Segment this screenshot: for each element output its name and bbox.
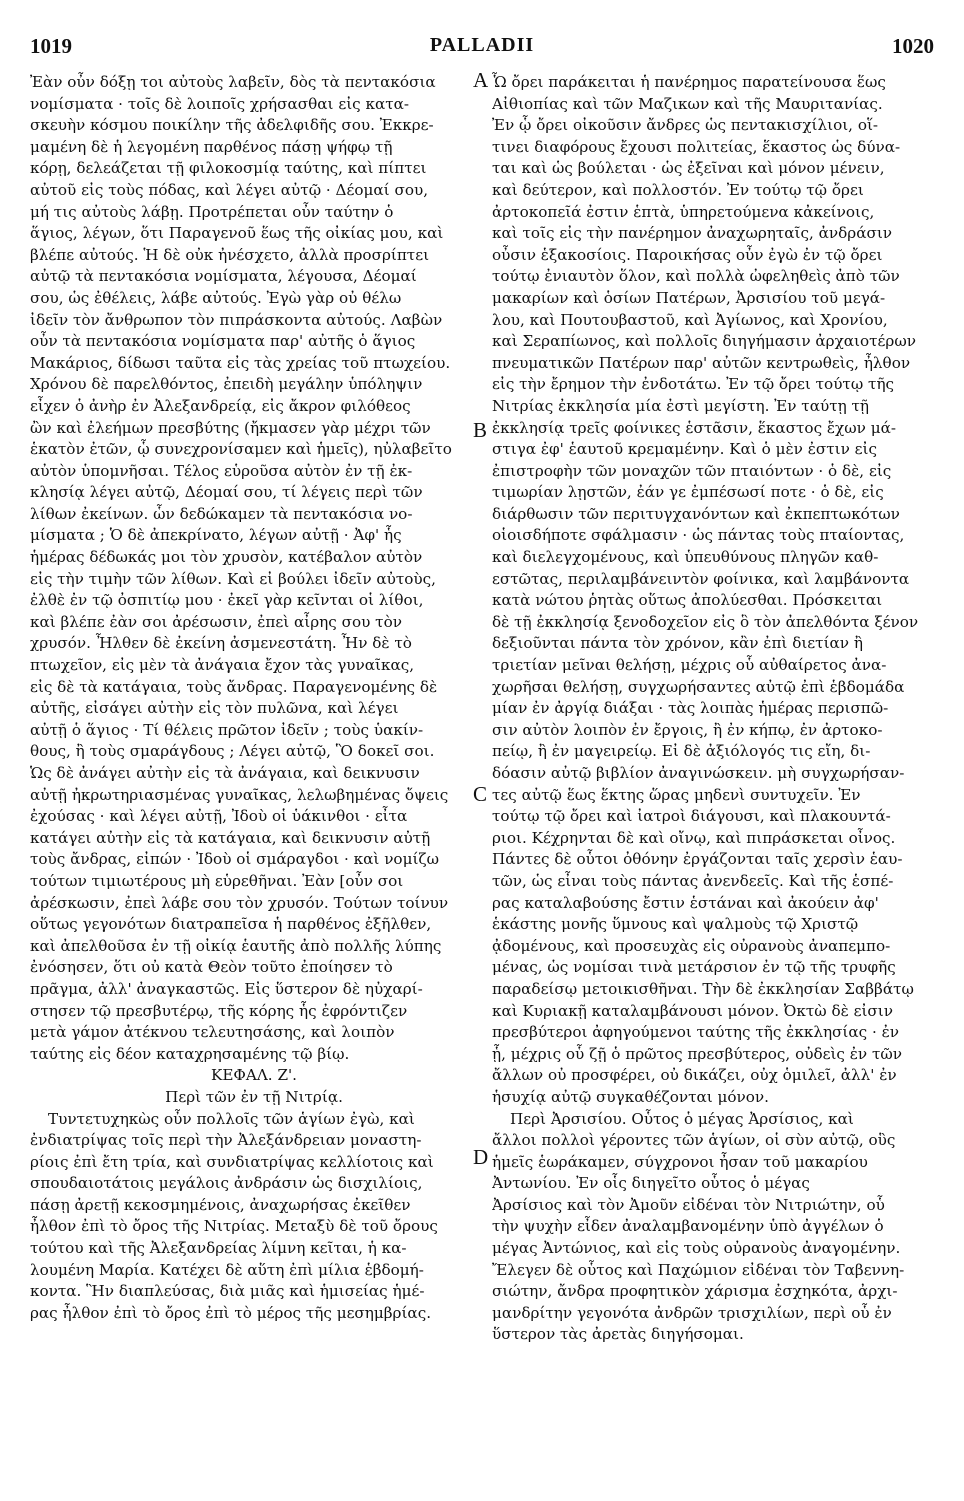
text-line: μακαρίων καὶ ὁσίων Πατέρων, Ἀρσισίου τοῦ μεγά- [492,288,886,307]
text-line: πρεσβύτεροι ἀφηγούμενοι ταύτης τῆς ἐκκλησίας · ἐν [492,1023,899,1042]
text-line: παραδείσῳ μετοικισθῆναι. Τὴν δὲ ἐκκλησίαν Σαββάτῳ [492,979,914,998]
margin-marker-c: C [473,782,488,806]
text-line: Αἰθιοπίας καὶ τῶν Μαζικων καὶ τῆς Μαυριτανίας. [492,94,883,113]
text-line: εἰς τὴν τιμὴν τῶν λίθων. Καὶ εἰ βούλει ἰδεῖν αὐτοὺς, [30,569,436,588]
text-line: ἡσυχίᾳ αὐτῷ συγκαθέζονται μόνον. [492,1087,769,1106]
text-line: Νιτρίας ἐκκλησία μία ἐστὶ μεγίστη. Ἐν ταύτῃ τῇ [492,396,870,415]
text-line: ρίοις ἐπὶ ἔτη τρία, καὶ συνδιατρίψας κελλίοτοις καὶ [30,1152,434,1171]
text-line: εἰς δὲ τὰ κατάγαια, τοὺς ἄνδρας. Παραγενομένης δὲ [30,677,438,696]
text-line: κοντα. Ἣν διαπλεύσας, διὰ μιᾶς καὶ ἡμισείας ἡμέ- [30,1282,425,1301]
text-line: νομίσματα · τοῖς δὲ λοιποῖς χρήσασθαι εἰς κατα- [30,94,410,113]
text-line: ἐχούσας · καὶ λέγει αὐτῇ, Ἰδοὺ οἱ ὑάκινθοι · εἶτα [30,807,408,826]
text-line: σου, ὡς ἐθέλεις, λάβε αὐτούς. Ἐγὼ γὰρ οὐ θέλω [30,288,402,307]
text-line: ἐνδιατρίψας τοῖς περὶ τὴν Ἀλεξάνδρειαν μοναστη- [30,1131,422,1150]
text-line: εστῶτας, περιλαμβάνειντὸν φοίνικα, καὶ λαμβάνοντα [492,569,910,588]
text-line: δεξιοῦνται πάντα τὸν χρόνον, κἂν ἐπὶ διετίαν ἢ [492,634,863,653]
text-line: ἡμέρας δέδωκάς μοι τὸν χρυσὸν, κατέβαλον αὐτὸν [30,548,423,567]
text-line: τούτῳ ἐνιαυτὸν ὅλον, καὶ πολλὰ ὠφεληθεὶς ἀπὸ τῶν [492,267,900,286]
text-line: λου, καὶ Πουτουβαστοῦ, καὶ Ἀγίωνος, καὶ Χρονίου, [492,310,888,329]
text-line: θους, ἢ τοὺς σμαράγδους ; Λέγει αὐτῷ, Ὃ δοκεῖ σοι. [30,742,435,761]
text-line: μίαν ἐν ἀργίᾳ διάξαι · τὰς λοιπὰς ἡμέρας περισπῶ- [492,699,889,718]
text-line: ἰδεῖν τὸν ἄνθρωπον τὸν πιπράσκοντα αὐτούς. Λαβὼν [30,310,443,329]
text-line: τινει διαφόρους ἔχουσι πολιτείας, ἕκαστος ὡς δύνα- [492,137,901,156]
text-line: στησεν τῷ πρεσβυτέρῳ, τῆς κόρης ἧς ἐφρόντιζεν [30,1001,408,1020]
text-line: σιώτην, ἄνδρα προφητικὸν χάρισμα ἐσχηκότα, ἀρχι- [492,1282,898,1301]
text-line: στιγα ἐφ' ἑαυτοῦ κρεμαμένην. Καὶ ὁ μὲν ἐστιν εἰς [492,440,877,459]
text-line: ὕστερον τὰς ἀρετὰς διηγήσομαι. [492,1325,744,1344]
text-line: αὐτοῦ εἰς τοὺς πόδας, καὶ λέγει αὐτῷ · Δέομαί σου, [30,180,429,199]
text-line: καὶ τοῖς εἰς τὴν πανέρημον ἀναχωρηταῖς, ἀνδράσιν [492,224,893,243]
text-line: ἡμεῖς ἑωράκαμεν, σύγχρονοι ἦσαν τοῦ μακαρίου [492,1152,868,1171]
text-line: ἑκάστης μονῆς ὕμνους καὶ ψαλμοὺς τῷ Χριστῷ [492,915,859,934]
text-line: καὶ διελεγχομένους, καὶ ὑπευθύνους πληγῶν καθ- [492,548,879,567]
page-number-left: 1019 [30,34,72,58]
text-line: χρυσόν. Ἦλθεν δὲ ἐκείνη ἀσμενεστάτη. Ἦν δὲ τὸ [30,634,412,653]
text-line: οὖσιν ἑξακοσίοις. Παροικήσας οὖν ἐγὼ ἐν τῷ ὄρει [492,245,883,264]
text-line: μαμένη δὲ ἡ λεγομένη παρθένος πάσῃ ψήφῳ τῇ [30,137,393,156]
text-line: πείῳ, ἢ ἐν μαγειρείῳ. Εἰ δὲ ἀξιόλογός τις εἴη, δι- [492,742,871,761]
text-line: κατὰ νώτου ῥητὰς οὕτως ἀπολύεσθαι. Πρόσκειται [492,591,883,610]
text-line: σιν αὐτὸν λοιπὸν ἐν ἔργοις, ἢ ἐν κήπῳ, ἐν ἀρτοκο- [492,720,883,739]
page-header [30,34,934,64]
text-line: δόασιν αὐτῷ βιβλίον ἀναγινώσκειν. μὴ συγχωρήσαν- [492,764,905,782]
page-number-right: 1020 [892,34,934,58]
text-line: λίθων ἐκείνων. ὧν δεδώκαμεν τὰ πεντακόσια νο- [30,504,413,523]
text-line: οὕτως γεγονότων διατραπεῖσα ἡ παρθένος ἐξῆλθεν, [30,915,432,934]
text-line: ἦλθον ἐπὶ τὸ ὄρος τῆς Νιτρίας. Μεταξὺ δὲ τοῦ ὄρους [30,1217,438,1236]
text-line: Ἀρσίσιος καὶ τὸν Ἀμοῦν εἰδέναι τὸν Νιτριώτην, οὗ [492,1195,885,1214]
text-line: Περὶ Ἀρσισίου. Οὗτος ὁ μέγας Ἀρσίσιος, καὶ [510,1109,854,1128]
text-line: σκευὴν κόσμου ποικίλην τῆς ἀδελφιδῆς σου. Ἐκκρε- [30,116,434,135]
text-line: ρας καταλαβούσης ἔστιν ἑστάναι καὶ ἀκούειν ἀφ' [492,893,879,912]
text-line: ᾗ, μέχρις οὗ ζῇ ὁ πρῶτος πρεσβύτερος, οὐδεὶς ἐν τῶν [492,1044,902,1063]
text-line: καὶ δεύτερον, καὶ πολλοστόν. Ἐν τούτῳ τῷ ὄρει [492,180,864,199]
text-line: Τυντετυχηκὼς οὖν πολλοῖς τῶν ἁγίων ἐγὼ, καὶ [48,1109,415,1128]
text-line: πτωχεῖον, εἰς μὲν τὰ ἀνάγαια ἔχον τὰς γυναῖκας, [30,656,415,675]
text-line: τριετίαν μεῖναι θελήσῃ, μέχρις οὗ αὐθαίρετος ἀνα- [492,656,887,675]
text-line: αὐτῇ ἠκρωτηριασμένας γυναῖκας, λελωβημένας ὄψεις [30,785,449,804]
text-line: λουμένη Μαρία. Κατέχει δὲ αὕτη ἐπὶ μίλια ἑβδομή- [30,1260,424,1279]
text-line: τες αὐτῷ ἕως ἕκτης ὥρας μηδενὶ συντυχεῖν. Ἐν [492,785,861,804]
text-line: αὐτῷ τὰ πεντακόσια νομίσματα, λέγουσα, Δέομαί [30,267,417,286]
text-line: τὴν ψυχὴν εἶδεν ἀναλαμβανομένην ὑπὸ ἀγγέλων ὁ [492,1217,884,1236]
text-line: τιμωρίαν λῃστῶν, ἐάν γε ἐμπέσωσί ποτε · ὁ δὲ, εἰς [492,483,884,502]
text-line: κλησίᾳ λέγει αὐτῷ, Δέομαί σου, τί λέγεις περὶ τῶν [30,483,423,502]
right-column [492,72,932,1346]
text-line: αὐτῆς, εἰσάγει αὐτὴν εἰς τὸν πυλῶνα, καὶ λέγει [30,699,399,718]
text-line: καὶ Κυριακῇ καταλαμβάνουσι μόνον. Ὀκτὼ δὲ εἰσιν [492,1001,893,1020]
text-line: καὶ βλέπε ἐὰν σοι ἀρέσωσιν, ἐπεὶ αἶρης σου τὸν [30,612,402,631]
text-line: Ἔλεγεν δὲ οὗτος καὶ Παχώμιον εἰδέναι τὸν Ταβεννη- [492,1260,905,1279]
text-line: Χρόνου δὲ παρελθόντος, ἐπειδὴ μεγάλην ὑπόληψιν [30,375,423,394]
text-line: ἄλλοι πολλοὶ γέροντες τῶν ἁγίων, οἱ σὺν αὐτῷ, οὓς [492,1131,896,1150]
text-line: μένας, ὡς νομίσαι τινὰ μετάρσιον ἐν τῷ τῆς τρυφῆς [492,958,896,977]
text-line: ἀρτοκοπεῖά ἐστιν ἑπτὰ, ὑπηρετούμενα κἀκείνοις, [492,202,875,221]
text-line: τῶν, ὡς εἶναι τοὺς πάντας ἀνενδεεῖς. Καὶ τῆς ἑσπέ- [492,871,894,890]
text-line: Ὧ ὄρει παράκειται ἡ πανέρημος παρατείνουσα ἕως [492,73,886,91]
text-line: δὲ τῇ ἐκκλησίᾳ ξενοδοχεῖον εἰς ὃ τὸν ἀπελθόντα ξένον [492,612,919,631]
running-title: PALLADII [429,34,535,56]
text-line: οἱοισδήποτε σφάλμασιν · ὡς πάντας τοὺς πταίοντας, [492,526,905,545]
text-line: Ὡς δὲ ἀνάγει αὐτὴν εἰς τὰ ἀνάγαια, καὶ δεικνυσιν [30,764,420,782]
text-line: ρας ἦλθον ἐπὶ τὸ ὄρος ἐπὶ τὸ μέρος τῆς μεσημβρίας. [30,1303,432,1322]
text-line: διάρθωσιν τῶν περιτυγχανόντων καὶ ἐκπεπτωκότων [492,504,900,523]
text-line: κατάγει αὐτὴν εἰς τὰ κατάγαια, καὶ δεικνυσιν αὐτῇ [30,828,431,847]
text-line: ἄλλων οὐ προσφέρει, οὐ δικάζει, οὐχ ὁμιλεῖ, ἀλλ' ἐν [492,1066,897,1085]
chapter-heading: ΚΕΦΑΛ. Ζ'. [210,1066,298,1085]
text-line: πάσῃ ἀρετῇ κεκοσμημένοις, ἀναχωρήσας ἐκεῖθεν [30,1195,411,1214]
left-column [30,72,478,1324]
text-line: πνευματικῶν Πατέρων παρ' αὐτῶν κεντρωθεὶς, ἦλθον [492,353,911,372]
text-line: ᾀδομένους, καὶ προσευχὰς εἰς οὐρανοὺς ἀναπεμπο- [492,936,891,955]
text-line: ται καὶ ὡς βούλεται · ὡς ἐξεῖναι καὶ μόνον μένειν, [492,159,885,178]
text-line: μή τις αὐτοὺς λάβῃ. Προτρέπεται οὖν ταύτην ὁ [30,202,394,221]
text-line: αὐτὸν ὑπομνῆσαι. Τέλος εὑροῦσα αὐτὸν ἐν τῇ ἐκ- [30,461,413,480]
text-line: ἐλθὲ ἐν τῷ ὀσπιτίῳ μου · ἐκεῖ γὰρ κεῖνται οἱ λίθοι, [30,591,424,610]
text-line: εἶχεν ὁ ἀνὴρ ἐν Ἀλεξανδρείᾳ, εἰς ἄκρον φιλόθεος [30,396,411,415]
text-line: ἅγιος, λέγων, ὅτι Παραγενοῦ ἕως τῆς οἰκίας μου, καὶ [30,224,444,243]
text-line: πρᾶγμα, ἀλλ' ἀναγκαστῶς. Εἰς ὕστερον δὲ ηὐχαρί- [30,979,423,998]
text-line: Μακάριος, δίδωσι ταῦτα εἰς τὰς χρείας τοῦ πτωχείου. [30,353,451,372]
text-line: τούτῳ τῷ ὄρει καὶ ἰατροὶ διάγουσι, καὶ πλακουντά- [492,807,891,826]
margin-marker-a: A [473,68,489,92]
margin-marker-d: D [473,1145,489,1169]
text-line: χωρῆσαι θελήσῃ, συγχωρήσαντες αὐτῷ ἐπὶ ἑβδομάδα [492,677,905,696]
chapter-subtitle: Περὶ τῶν ἐν τῇ Νιτρίᾳ. [165,1087,343,1106]
text-line: ριοι. Κέχρηνται δὲ καὶ οἴνῳ, καὶ πιπράσκεται οἶνος. [492,828,896,847]
text-line: ταύτης εἰς δέον καταχρησαμένης τῷ βίῳ. [30,1044,350,1063]
text-line: εἰς τὴν ἔρημον τὴν ἐνδοτάτω. Ἐν τῷ ὄρει τούτῳ τῆς [492,375,895,394]
text-line: οὖν τὰ πεντακόσια νομίσματα παρ' αὐτῆς ὁ ἅγιος [30,332,416,351]
text-line: Ἐν ᾧ ὄρει οἰκοῦσιν ἄνδρες ὡς πεντακισχίλιοι, οἵ- [492,116,879,135]
text-line: σπουδαιοτάτοις μεγάλοις ἀνδράσιν ὡς δισχιλίοις, [30,1174,423,1193]
text-line: ἑκατὸν ἐτῶν, ᾧ συνεχρονίσαμεν καὶ ἡμεῖς), ηὐλαβεῖτο [30,440,452,459]
text-line: ἐπιστροφὴν τῶν μοναχῶν τῶν πταιόντων · ὁ δὲ, εἰς [492,461,892,480]
text-line: Ἀντωνίου. Ἐν οἷς διηγεῖτο οὗτος ὁ μέγας [492,1174,810,1193]
text-line: βλέπε αὐτούς. Ἡ δὲ οὐκ ἠνέσχετο, ἀλλὰ προσρίπτει [30,245,430,264]
text-line: μετὰ γάμον ἀτέκνου τελευτησάσης, καὶ λοιπὸν [30,1023,395,1042]
text-line: μανδρίτην γεγονότα ἀνδρῶν τρισχιλίων, περὶ οὗ ἐν [492,1303,892,1322]
text-line: καὶ ἀπελθοῦσα ἐν τῇ οἰκίᾳ ἑαυτῆς ἀπὸ πολλῆς λύπης [30,936,442,955]
text-line: τούτου καὶ τῆς Ἀλεξανδρείας λίμνη κεῖται, ἡ κα- [30,1239,407,1258]
text-line: μίσματα ; Ὁ δὲ ἀπεκρίνατο, λέγων αὐτῇ · Ἀφ' ἧς [30,526,402,545]
text-line: ἀρέσκωσιν, ἐπεὶ λάβε σου τὸν χρυσόν. Τούτων τοίνυν [30,893,449,912]
text-line: κόρῃ, δελεάζεται τῇ φιλοκοσμίᾳ ταύτης, καὶ πίπτει [30,159,427,178]
text-line: ὢν καὶ ἐλεήμων πρεσβύτης (ἤκμασεν γὰρ μέχρι τῶν [30,418,431,437]
text-line: τοὺς ἄνδρας, εἰπών · Ἰδοὺ οἱ σμάραγδοι · καὶ νομίζω [30,850,440,869]
text-line: ἐνόσησεν, ὅτι οὐ κατὰ Θεὸν τοῦτο ἐποίησεν τὸ [30,958,393,977]
text-line: ἐκκλησίᾳ τρεῖς φοίνικες ἑστᾶσιν, ἕκαστος ἔχων μά- [492,418,896,437]
margin-marker-b: B [473,418,488,442]
text-line: τούτων τιμιωτέρους μὴ εὑρεθῆναι. Ἐὰν [οὖν σοι [30,871,404,890]
text-line: μέγας Ἀντώνιος, καὶ εἰς τοὺς οὐρανοὺς ἀναγομένην. [492,1239,901,1258]
text-line: Ἐὰν οὖν δόξῃ τοι αὐτοὺς λαβεῖν, δὸς τὰ πεντακόσια [30,73,436,91]
text-line: αὐτῇ ὁ ἅγιος · Τί θέλεις πρῶτον ἰδεῖν ; τοὺς ὑακίν- [30,720,424,739]
text-line: καὶ Σεραπίωνος, καὶ πολλοῖς διηγήμασιν ἀρχαιοτέρων [492,332,916,351]
text-line: Πάντες δὲ οὗτοι ὀθόνην ἐργάζονται ταῖς χερσὶν ἑαυ- [492,850,903,869]
